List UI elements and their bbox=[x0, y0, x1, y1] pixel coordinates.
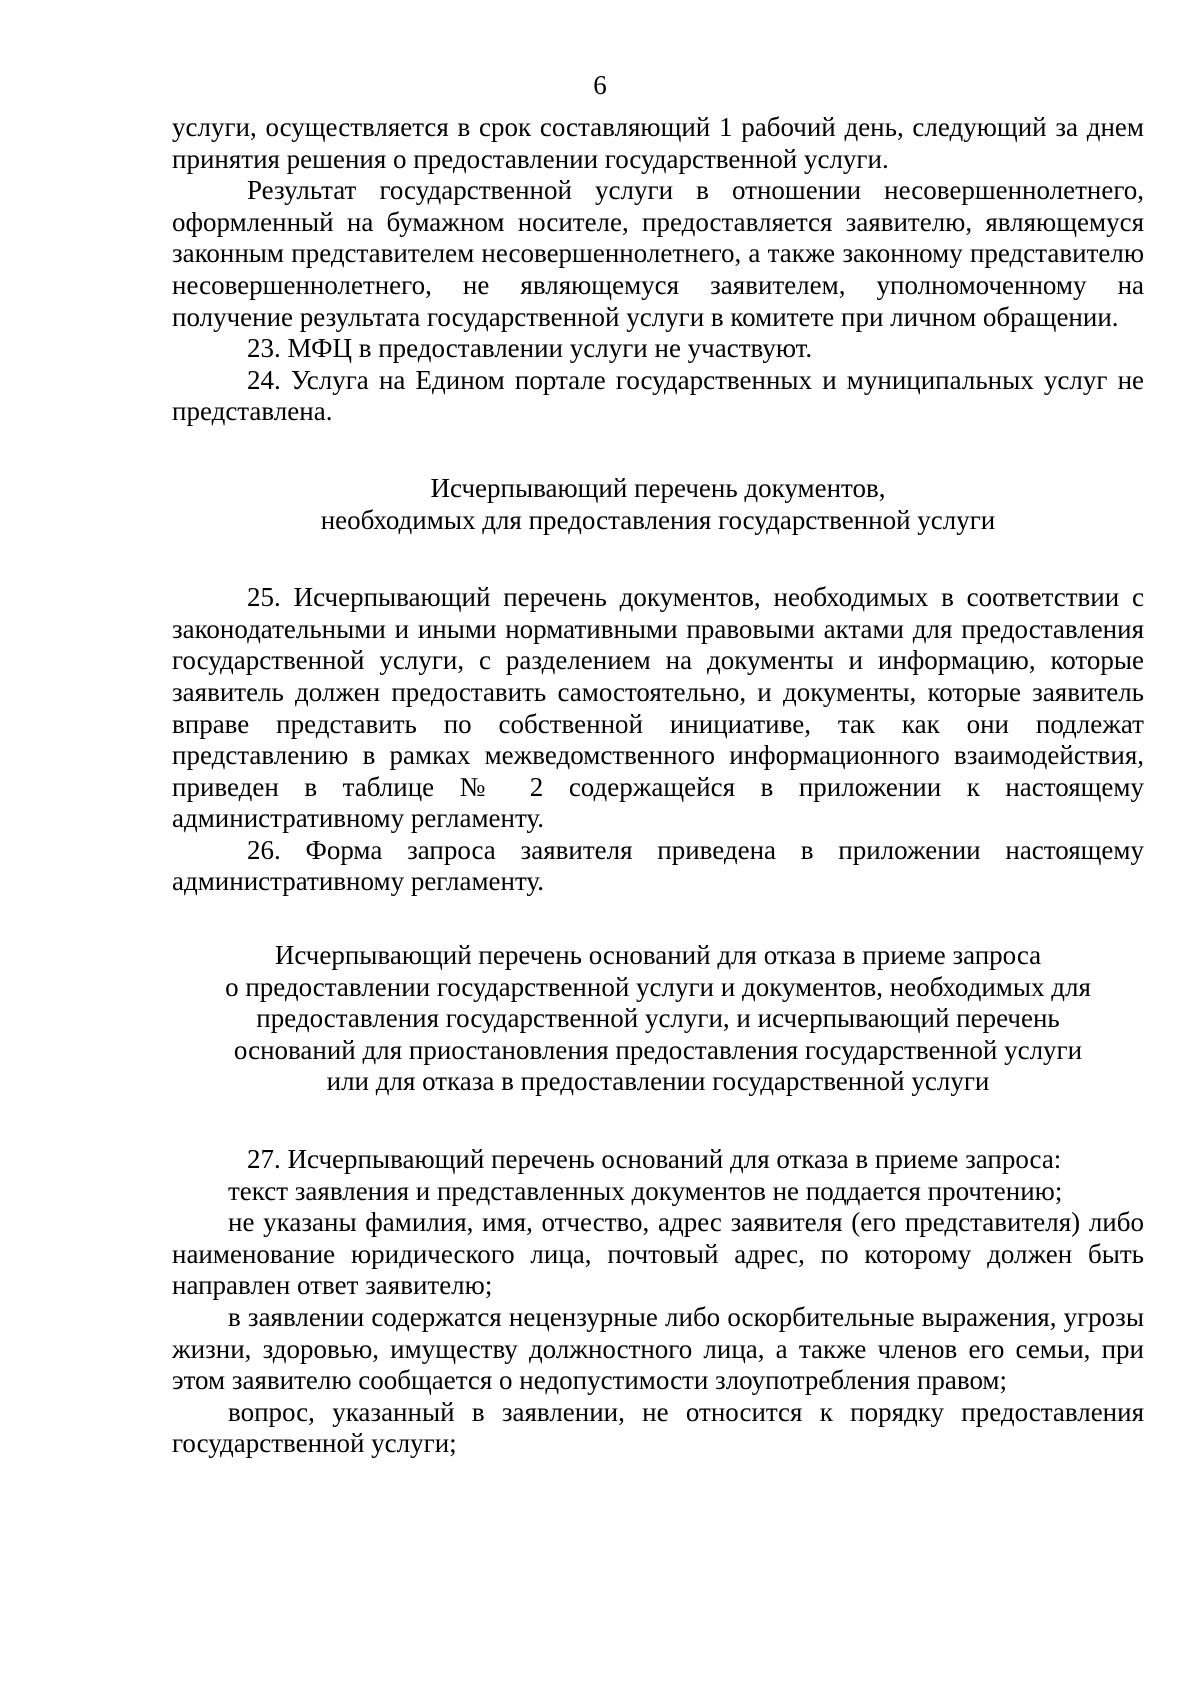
list-item-unrelated-question: вопрос, указанный в заявлении, не относится к порядку предоставления государственной услуги; bbox=[172, 1396, 1144, 1459]
paragraph-26: 26. Форма запроса заявителя приведена в приложении настоящему административному регламенту. bbox=[172, 834, 1144, 897]
heading-line: Исчерпывающий перечень документов, bbox=[430, 472, 886, 503]
section-heading-refusal-grounds bbox=[172, 940, 1144, 1098]
list-item-missing-details: не указаны фамилия, имя, отчество, адрес заявителя (его представителя) либо наименование юридического лица, почтовый адрес, по которому должен быть направлен ответ заявителю; bbox=[172, 1207, 1144, 1301]
list-item-unreadable: текст заявления и представленных документов не поддается прочтению; bbox=[228, 1175, 1063, 1206]
heading-line: или для отказа в предоставлении государственной услуги bbox=[326, 1066, 990, 1097]
heading-line: Исчерпывающий перечень оснований для отказа в приеме запроса bbox=[274, 940, 1042, 971]
paragraph-25: 25. Исчерпывающий перечень документов, необходимых в соответствии с законодательными и иными нормативными правовыми актами для предоставления государственной услуги, с разделением на документы и информацию, которые заявитель должен предоставить самостоятельно, и документы, которые заявитель вправе представить по собственной инициативе, так как они подлежат представлению в рамках межведомственного информационного взаимодействия, приведен в таблице № 2 содержащейся в приложении к настоящему административному регламенту. bbox=[172, 582, 1144, 834]
paragraph-result-deadline: услуги, осуществляется в срок составляющий 1 рабочий день, следующий за днем принятия решения о предоставлении государственной услуги. bbox=[172, 112, 1144, 174]
heading-line: необходимых для предоставления государственной услуги bbox=[320, 504, 996, 535]
page-number: 6 bbox=[593, 70, 607, 100]
heading-line: оснований для приостановления предоставления государственной услуги bbox=[233, 1034, 1083, 1065]
heading-line: предоставления государственной услуги, и исчерпывающий перечень bbox=[256, 1003, 1060, 1034]
document-body bbox=[172, 112, 1144, 1460]
paragraph-23: 23. МФЦ в предоставлении услуги не участвуют. bbox=[247, 333, 813, 364]
heading-line: о предоставлении государственной услуги и документов, необходимых для bbox=[225, 971, 1091, 1002]
paragraph-24: 24. Услуга на Едином портале государственных и муниципальных услуг не представлена. bbox=[172, 364, 1144, 427]
paragraph-result-minor: Результат государственной услуги в отношении несовершеннолетнего, оформленный на бумажном носителе, предоставляется заявителю, являющемуся законным представителем несовершеннолетнего, а также законному представителю несовершеннолетнего, не являющемуся заявителем, уполномоченному на получение результата государственной услуги в комитете при личном обращении. bbox=[172, 175, 1144, 332]
paragraph-27: 27. Исчерпывающий перечень оснований для отказа в приеме запроса: bbox=[247, 1144, 1062, 1175]
list-item-offensive-content: в заявлении содержатся нецензурные либо оскорбительные выражения, угрозы жизни, здоровью, имуществу должностного лица, а также членов его семьи, при этом заявителю сообщается о недопустимости злоупотребления правом; bbox=[172, 1302, 1144, 1396]
section-heading-documents bbox=[172, 473, 1144, 536]
